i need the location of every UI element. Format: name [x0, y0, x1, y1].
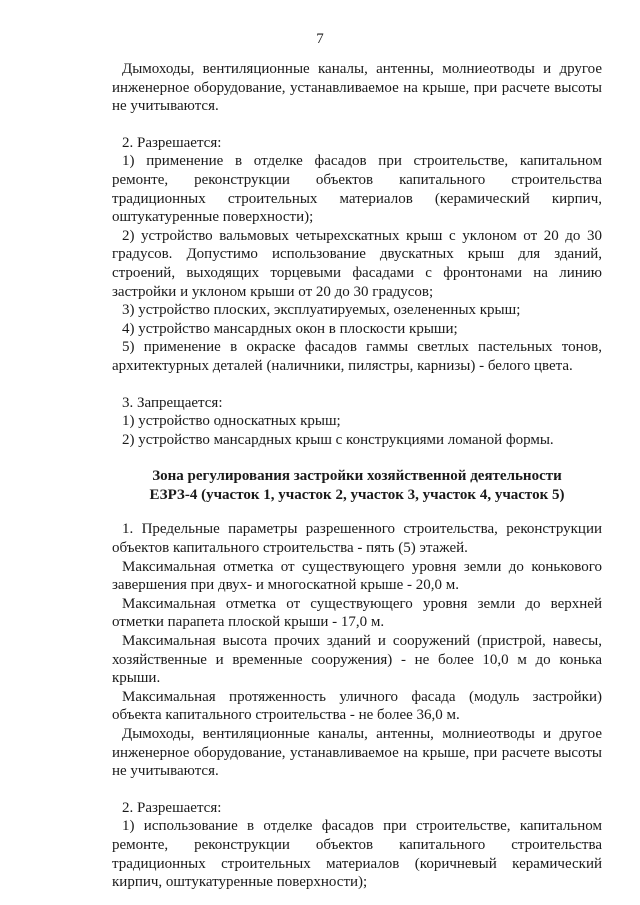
zone-subtitle: ЕЗРЗ-4 (участок 1, участок 2, участок 3, участок 4, участок 5) [149, 486, 565, 503]
paragraph: Дымоходы, вентиляционные каналы, антенны, молниеотводы и другое инженерное оборудование, устанавливаемое на крыше, при расчете высоты не учитываются. [112, 61, 602, 115]
paragraph: Максимальная отметка от существующего уровня земли до конькового завершения при двух- и многоскатной крыше - 20,0 м. [112, 558, 602, 594]
paragraph: 1. Предельные параметры разрешенного строительства, реконструкции объектов капитального строительства - пять (5) этажей. [112, 521, 602, 557]
page-number: 7 [316, 31, 324, 47]
paragraph: Максимальная высота прочих зданий и сооружений (пристрой, навесы, хозяйственные и временные сооружения) - не более 10,0 м до конька крыши. [112, 633, 602, 687]
paragraph: Максимальная протяженность уличного фасада (модуль застройки) объекта капитального строительства - не более 36,0 м. [112, 688, 602, 724]
list-item: 1) устройство односкатных крыш; [122, 413, 341, 430]
list-item: 2) устройство мансардных крыш с конструкциями ломаной формы. [122, 431, 554, 448]
list-item: 2) устройство вальмовых четырехскатных крыш с уклоном от 20 до 30 градусов. Допустимо использование двускатных крыш для зданий, строений, выходящих торцевыми фасадами с фронтонами на линию застройки и уклоном крыши от 20 до 30 градусов; [112, 227, 602, 300]
paragraph: Дымоходы, вентиляционные каналы, антенны, молниеотводы и другое инженерное оборудование, устанавливаемое на крыше, при расчете высоты не учитываются. [112, 726, 602, 780]
paragraph: Максимальная отметка от существующего уровня земли до верхней отметки парапета плоской крыши - 17,0 м. [112, 595, 602, 631]
document-body [112, 60, 602, 892]
section-heading: 2. Разрешается: [122, 134, 222, 151]
section-heading: 2. Разрешается: [122, 799, 222, 816]
section-heading: 3. Запрещается: [122, 394, 223, 411]
list-item: 1) применение в отделке фасадов при строительстве, капитальном ремонте, реконструкции объектов капитального строительства традиционных строительных материалов (керамический кирпич, оштукатуренные поверхности); [112, 153, 602, 226]
zone-title: Зона регулирования застройки хозяйственной деятельности [152, 468, 562, 485]
list-item: 3) устройство плоских, эксплуатируемых, озелененных крыш; [122, 302, 521, 319]
list-item: 4) устройство мансардных окон в плоскости крыши; [122, 320, 458, 337]
list-item: 5) применение в окраске фасадов гаммы светлых пастельных тонов, архитектурных деталей (наличники, пилястры, карнизы) - белого цвета. [112, 339, 602, 374]
list-item: 1) использование в отделке фасадов при строительстве, капитальном ремонте, реконструкции объектов капитального строительства традиционных строительных материалов (коричневый керамический кирпич, оштукатуренные поверхности); [112, 818, 602, 891]
